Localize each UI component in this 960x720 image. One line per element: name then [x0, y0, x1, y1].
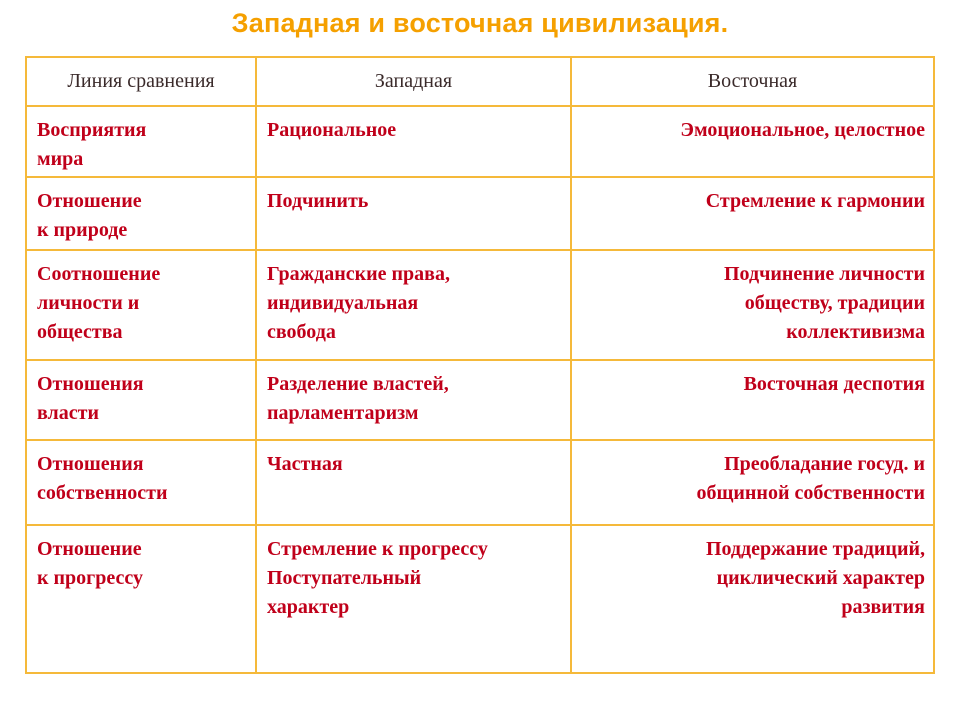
header-east: Восточная	[571, 57, 934, 106]
east-text: Стремление к гармонии	[705, 190, 925, 212]
cell-east	[571, 177, 934, 250]
comparison-table	[25, 56, 935, 674]
cell-east	[571, 250, 934, 360]
header-criterion: Линия сравнения	[26, 57, 256, 106]
east-text: Восточная деспотия	[743, 373, 925, 395]
cell-criterion	[26, 360, 256, 440]
west-text: Частная	[267, 453, 343, 475]
cell-criterion	[26, 177, 256, 250]
cell-west	[256, 440, 571, 525]
criterion-text: Отношение к природе	[37, 190, 142, 241]
cell-west	[256, 177, 571, 250]
table-row	[26, 177, 934, 250]
west-text: Гражданские права, индивидуальная свобода	[267, 263, 450, 343]
cell-east	[571, 440, 934, 525]
west-text: Подчинить	[267, 190, 369, 212]
criterion-text: Отношение к прогрессу	[37, 538, 143, 589]
cell-east	[571, 106, 934, 177]
cell-east	[571, 360, 934, 440]
east-text: Преобладание госуд. и общинной собственности	[696, 453, 925, 504]
table-row	[26, 250, 934, 360]
cell-west	[256, 106, 571, 177]
cell-criterion	[26, 525, 256, 673]
table-header-row	[26, 57, 934, 106]
west-text: Разделение властей, парламентаризм	[267, 373, 449, 424]
criterion-text: Соотношение личности и общества	[37, 263, 161, 343]
table-row	[26, 440, 934, 525]
criterion-text: Отношения собственности	[37, 453, 168, 504]
cell-criterion	[26, 440, 256, 525]
criterion-text: Восприятия мира	[37, 119, 147, 170]
cell-east	[571, 525, 934, 673]
cell-criterion	[26, 250, 256, 360]
criterion-text: Отношения власти	[37, 373, 144, 424]
cell-west	[256, 250, 571, 360]
cell-criterion	[26, 106, 256, 177]
header-west: Западная	[256, 57, 571, 106]
cell-west	[256, 525, 571, 673]
table-row	[26, 106, 934, 177]
table-row	[26, 360, 934, 440]
east-text: Подчинение личности обществу, традиции коллективизма	[724, 263, 925, 343]
west-text: Стремление к прогрессу Поступательный характер	[267, 538, 488, 618]
east-text: Поддержание традиций, циклический характер развития	[705, 538, 925, 618]
table-row	[26, 525, 934, 673]
east-text: Эмоциональное, целостное	[680, 119, 925, 141]
cell-west	[256, 360, 571, 440]
slide-title: Западная и восточная цивилизация.	[231, 8, 729, 38]
west-text: Рациональное	[267, 119, 397, 141]
